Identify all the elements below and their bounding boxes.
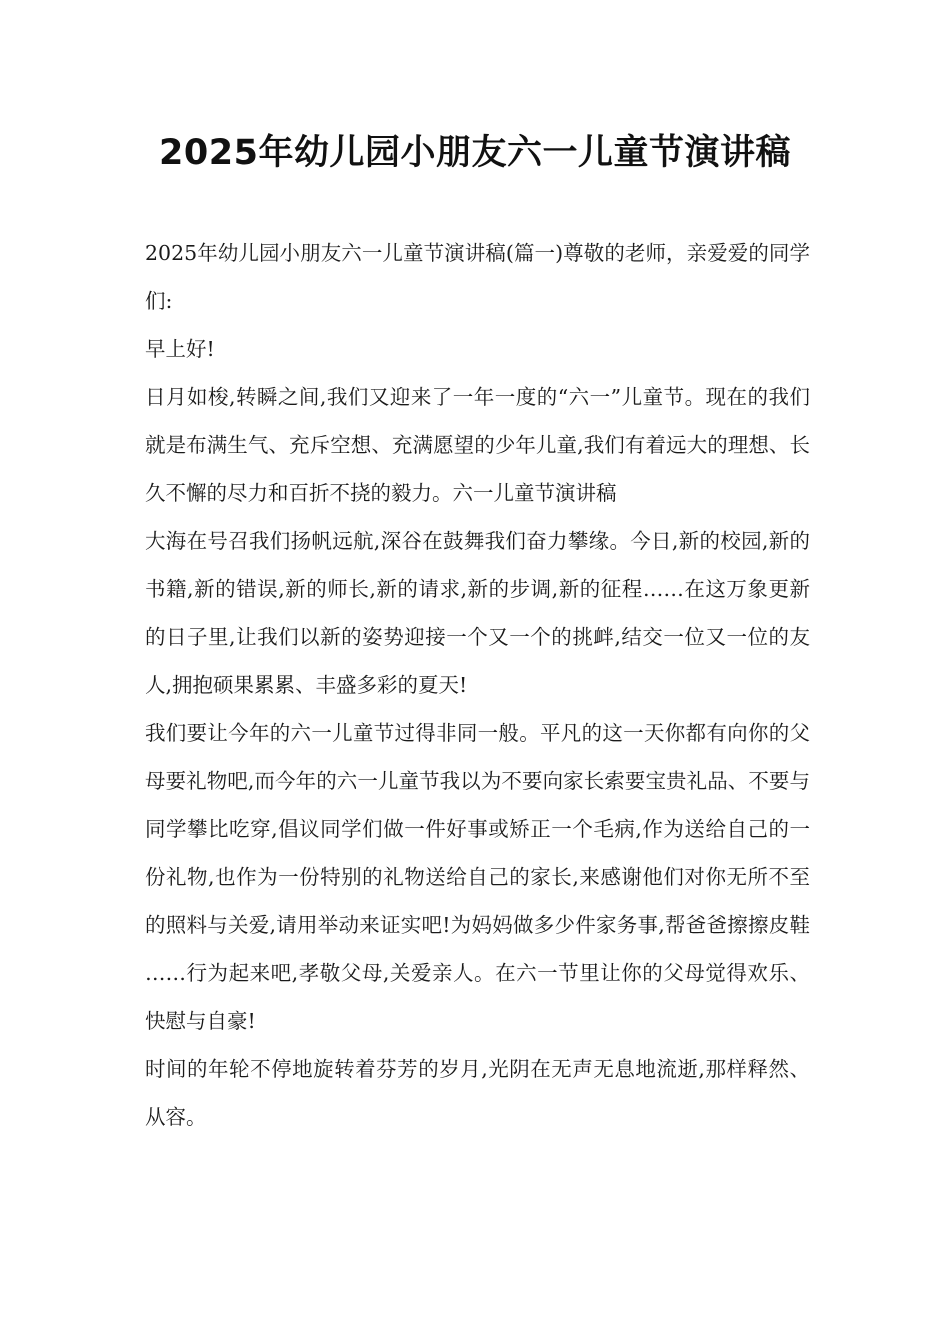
paragraph-new-semester: 大海在号召我们扬帆远航,深谷在鼓舞我们奋力攀缘。今日,新的校园,新的书籍,新的错误,新的师长,新的请求,新的步调,新的征程……在这万象更新的日子里,让我们以新的姿势迎接一个又一个的挑衅,结交一位又一位的友人,拥抱硕果累累、丰盛多彩的夏天! bbox=[145, 529, 810, 697]
paragraph-time-passing: 时间的年轮不停地旋转着芬芳的岁月,光阴在无声无息地流逝,那样释然、从容。 bbox=[145, 1057, 810, 1129]
paragraph-greeting-intro: 2025年幼儿园小朋友六一儿童节演讲稿(篇一)尊敬的老师，亲爱爱的同学们: bbox=[145, 241, 810, 313]
paragraph-childrens-day: 日月如梭,转瞬之间,我们又迎来了一年一度的“六一”儿童节。现在的我们就是布满生气、充斥空想、充满愿望的少年儿童,我们有着远大的理想、长久不懈的尽力和百折不挠的毅力。六一儿童节演讲稿 bbox=[145, 385, 810, 505]
paragraph-good-morning: 早上好! bbox=[145, 337, 215, 361]
paragraph-gift-suggestion: 我们要让今年的六一儿童节过得非同一般。平凡的这一天你都有向你的父母要礼物吧,而今年的六一儿童节我以为不要向家长索要宝贵礼品、不要与同学攀比吃穿,倡议同学们做一件好事或矫正一个毛病,作为送给自己的一份礼物,也作为一份特别的礼物送给自己的家长,来感谢他们对你无所不至的照料与关爱,请用举动来证实吧!为妈妈做多少件家务事,帮爸爸擦擦皮鞋……行为起来吧,孝敬父母,关爱亲人。在六一节里让你的父母觉得欢乐、快慰与自豪! bbox=[145, 721, 810, 1033]
document-title: 2025年幼儿园小朋友六一儿童节演讲稿 bbox=[159, 133, 791, 173]
document-body bbox=[145, 229, 810, 1141]
